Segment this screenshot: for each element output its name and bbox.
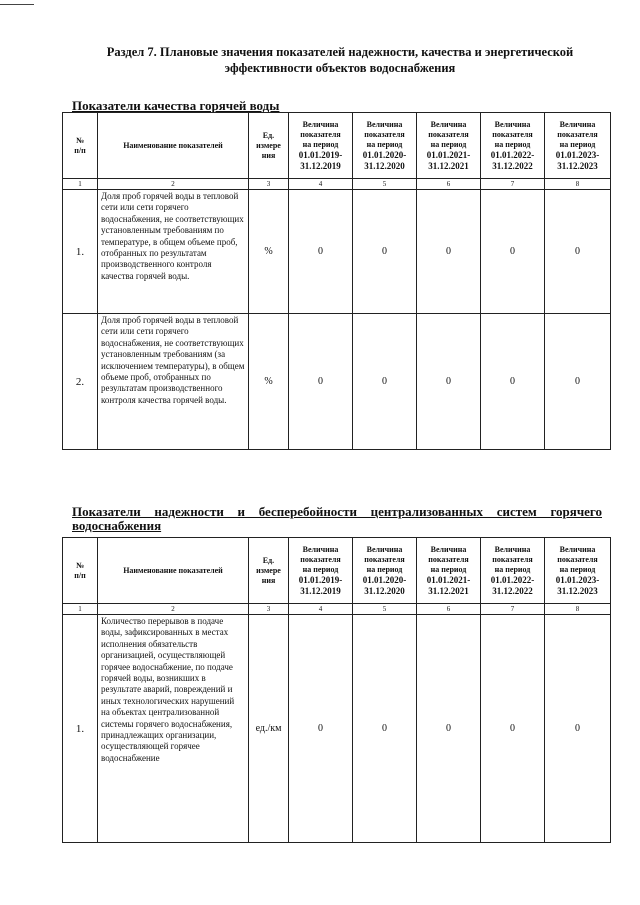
column-number: 5 [353,179,417,190]
section-title-line1: Раздел 7. Плановые значения показателей надежности, качества и энергетической [106,45,574,59]
row-number: 1. [63,190,98,314]
header-num: № п/п [63,538,98,604]
header-period-2023: Величина показателя на период 01.01.2023- 31.12.2023 [545,538,611,604]
column-number: 6 [417,604,481,615]
value-cell: 0 [481,314,545,450]
table-row [63,190,611,314]
header-period-2023: Величина показателя на период 01.01.2023- 31.12.2023 [545,113,611,179]
column-number: 2 [98,604,249,615]
column-number: 7 [481,604,545,615]
column-number: 3 [249,604,289,615]
header-num: № п/п [63,113,98,179]
table-header-row [63,538,611,604]
column-number-row [63,179,611,190]
value-cell: 0 [481,615,545,843]
value-cell: 0 [289,190,353,314]
value-cell: 0 [353,615,417,843]
column-number-row [63,604,611,615]
value-cell: 0 [417,190,481,314]
hot-water-quality-heading: Показатели качества горячей воды [72,98,280,113]
row-number: 2. [63,314,98,450]
indicator-name: Доля проб горячей воды в тепловой сети или сети горячего водоснабжения, не соответствующих установленным требованиям (за исключением температуры), в общем объеме проб, отобранных по результатам производственного контроля качества горячей воды. [98,314,249,450]
header-period-2022: Величина показателя на период 01.01.2022- 31.12.2022 [481,538,545,604]
column-number: 7 [481,179,545,190]
column-number: 5 [353,604,417,615]
reliability-table [62,537,611,843]
unit-cell: % [249,190,289,314]
header-period-2021: Величина показателя на период 01.01.2021- 31.12.2021 [417,113,481,179]
header-period-2022: Величина показателя на период 01.01.2022- 31.12.2022 [481,113,545,179]
unit-cell: % [249,314,289,450]
value-cell: 0 [417,615,481,843]
header-period-2021: Величина показателя на период 01.01.2021- 31.12.2021 [417,538,481,604]
hot-water-quality-table [62,112,611,450]
column-number: 8 [545,179,611,190]
table-row [63,314,611,450]
value-cell: 0 [481,190,545,314]
header-period-2020: Величина показателя на период 01.01.2020- 31.12.2020 [353,113,417,179]
column-number: 1 [63,179,98,190]
section-title [80,44,600,76]
row-number: 1. [63,615,98,843]
column-number: 4 [289,179,353,190]
value-cell: 0 [353,190,417,314]
column-number: 6 [417,179,481,190]
column-number: 8 [545,604,611,615]
value-cell: 0 [289,615,353,843]
value-cell: 0 [545,615,611,843]
header-name: Наименование показателей [98,538,249,604]
value-cell: 0 [545,314,611,450]
value-cell: 0 [353,314,417,450]
header-period-2019: Величина показателя на период 01.01.2019- 31.12.2019 [289,113,353,179]
indicator-name: Доля проб горячей воды в тепловой сети или сети горячего водоснабжения, не соответствующих установленным требованиям по температуре, в общем объеме проб, отобранных по результатам производственного контроля качества горячей воды. [98,190,249,314]
header-unit: Ед. измере ния [249,113,289,179]
column-number: 1 [63,604,98,615]
unit-cell: ед./км [249,615,289,843]
header-period-2020: Величина показателя на период 01.01.2020- 31.12.2020 [353,538,417,604]
table-header-row [63,113,611,179]
column-number: 3 [249,179,289,190]
value-cell: 0 [545,190,611,314]
value-cell: 0 [417,314,481,450]
header-period-2019: Величина показателя на период 01.01.2019- 31.12.2019 [289,538,353,604]
table-row [63,615,611,843]
reliability-heading: Показатели надежности и бесперебойности централизованных систем горячего водоснабжения [72,504,602,533]
column-number: 4 [289,604,353,615]
value-cell: 0 [289,314,353,450]
header-name: Наименование показателей [98,113,249,179]
header-unit: Ед. измере ния [249,538,289,604]
indicator-name: Количество перерывов в подаче воды, зафиксированных в местах исполнения обязательств организацией, осуществляющей горячее водоснабжение, по подаче горячей воды, возникших в результате аварий, повреждений и иных технологических нарушений на объектах централизованной системы горячего водоснабжения, принадлежащих организации, осуществляющей горячее водоснабжение [98,615,249,843]
section-title-line2: эффективности объектов водоснабжения [224,61,456,75]
corner-mark [0,4,34,5]
column-number: 2 [98,179,249,190]
